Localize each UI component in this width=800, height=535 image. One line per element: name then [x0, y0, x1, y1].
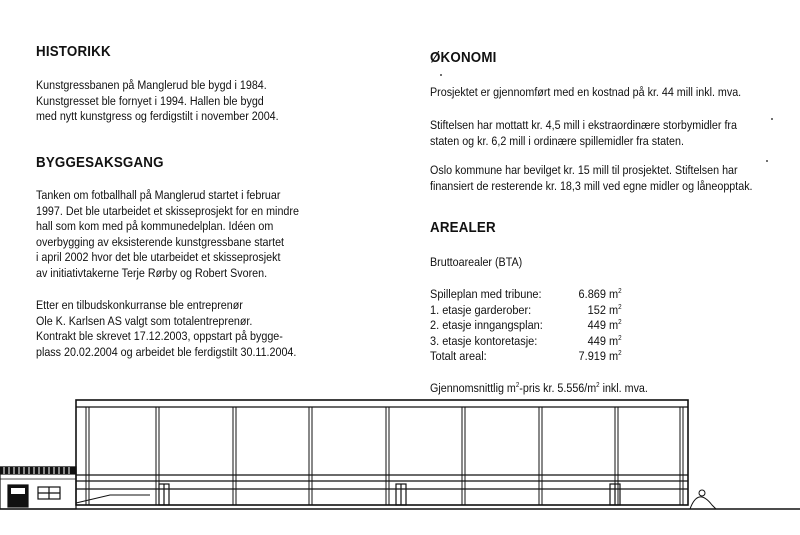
okonomi-text-3 [430, 163, 753, 194]
text-line: Kontrakt ble skrevet 17.12.2003, oppstart på bygge- [36, 329, 283, 344]
byggesaksgang-text-2 [36, 298, 296, 360]
area-label: 3. etasje kontoretasje: [430, 333, 538, 348]
table-row [430, 334, 622, 350]
text-line: hall som kom med på kommunedelplan. Idéen om [36, 219, 274, 234]
area-value: 7.919 $m^2$ [578, 349, 622, 364]
table-row [430, 318, 622, 334]
text-line: Stiftelsen har mottatt kr. 4,5 mill i ekstraordinære storbymidler fra [430, 118, 737, 132]
okonomi-text-1 [430, 85, 741, 101]
scan-speck [771, 118, 773, 120]
arealer-heading: AREALER [430, 220, 496, 236]
historikk-text [36, 78, 279, 125]
text-line: plass 20.02.2004 og arbeidet ble ferdigstilt 30.11.2004. [36, 344, 297, 359]
area-label: 2. etasje inngangsplan: [430, 318, 543, 333]
text-line: av initiativtakerne Terje Rørby og Robert Svoren. [36, 265, 268, 280]
text-line: Kunstgresset ble fornyet i 1994. Hallen ble bygd [36, 93, 264, 108]
area-label: Spilleplan med tribune: [430, 287, 542, 301]
facade-columns [86, 407, 683, 505]
shrub-outline [690, 497, 716, 509]
text-line: Ole K. Karlsen AS valgt som totalentreprenør. [36, 313, 253, 328]
building-elevation-drawing [0, 395, 800, 535]
area-value: 6.869 $m^2$ [578, 287, 622, 301]
byggesaksgang-heading: BYGGESAKSGANG [36, 155, 164, 171]
area-label: 1. etasje garderober: [430, 302, 532, 317]
area-value: 449 $m^2$ [587, 318, 622, 333]
text-line: Kunstgressbanen på Manglerud ble bygd i 1984. [36, 78, 267, 92]
table-row [430, 287, 622, 303]
figure-head [699, 490, 705, 496]
annex-building [0, 467, 76, 509]
text-line: 1997. Det ble utarbeidet et skisseprosjekt for en mindre [36, 203, 299, 218]
text-line: finansiert de resterende kr. 18,3 mill ved egne midler og låneopptak. [430, 178, 753, 193]
text-line: i april 2002 hvor det ble utarbeidet et skisseprosjekt [36, 250, 281, 265]
table-row [430, 349, 622, 365]
area-value: 152 $m^2$ [587, 302, 622, 317]
text-line: Etter en tilbudskonkurranse ble entreprenør [36, 298, 243, 312]
text-line: Prosjektet er gjennomført med en kostnad på kr. 44 mill inkl. mva. [430, 85, 742, 99]
okonomi-text-2 [430, 118, 737, 149]
average-price-text: Gjennomsnittlig $m^2$-pris kr. $5.556/m^2$ inkl. mva. [430, 381, 648, 395]
byggesaksgang-text-1 [36, 188, 299, 282]
arealer-subheading: Bruttoarealer (BTA) [430, 255, 523, 269]
area-table [430, 287, 622, 365]
scan-speck [440, 74, 442, 76]
historikk-heading: HISTORIKK [36, 44, 111, 60]
hall-structure [76, 400, 688, 505]
text-line: Tanken om fotballhall på Manglerud startet i februar [36, 188, 281, 202]
annex-roof-band [0, 467, 76, 474]
text-line: Oslo kommune har bevilget kr. 15 mill til prosjektet. Stiftelsen har [430, 163, 738, 177]
area-label: Totalt areal: [430, 349, 487, 364]
area-value: 449 $m^2$ [587, 333, 622, 348]
ramp-line [76, 495, 150, 503]
scan-speck [766, 160, 768, 162]
table-row [430, 303, 622, 319]
okonomi-heading: ØKONOMI [430, 50, 497, 66]
text-line: med nytt kunstgress og ferdigstilt i november 2004. [36, 109, 279, 124]
text-line: overbygging av eksisterende kunstgressbane startet [36, 234, 285, 249]
text-line: staten og kr. 6,2 mill i ordinære spillemidler fra staten. [430, 133, 684, 148]
